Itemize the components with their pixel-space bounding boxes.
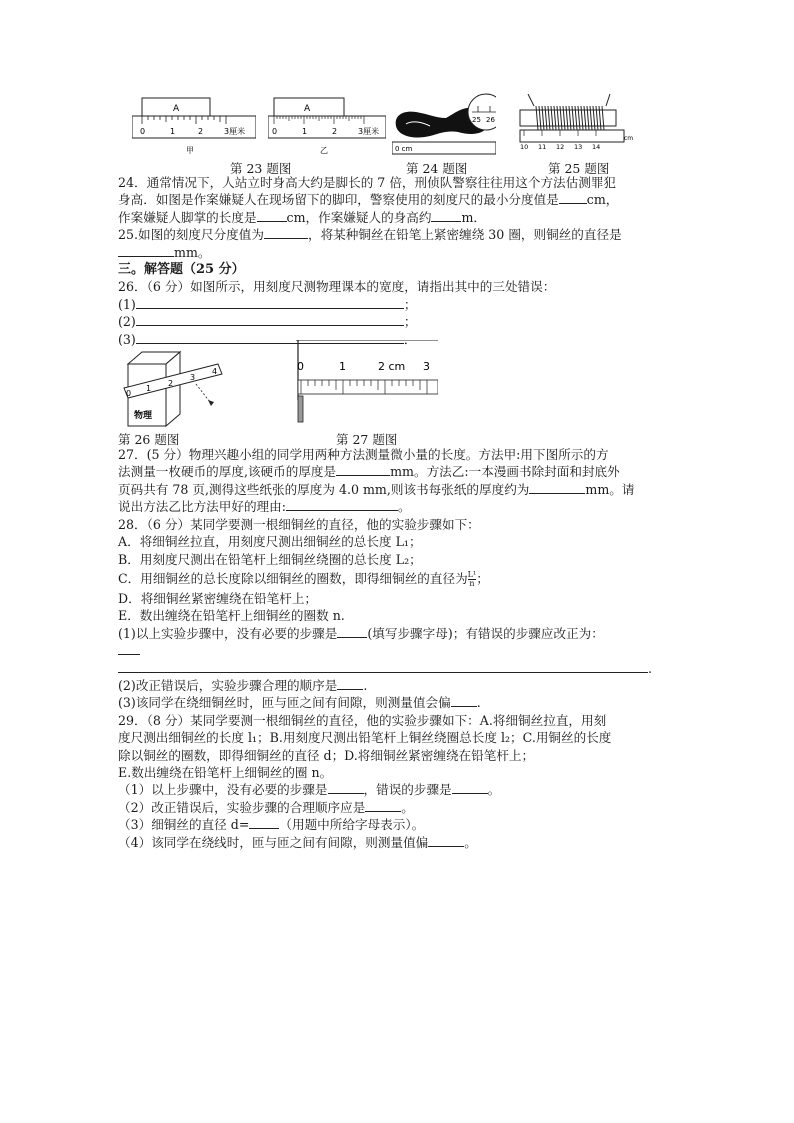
q29-line1: 29．（8 分）某同学要测一根细铜丝的直径，他的实验步骤如下：A.将细铜丝拉直，用刻 — [118, 712, 607, 728]
magnifier-tick: 26 — [486, 116, 495, 124]
q25-line1: 25.如图的刻度尺分度值为 ，将某种铜丝在铅笔上紧密缠绕 30 圈，则铜丝的直径是 — [118, 227, 622, 243]
q24-line2: 身高．如图是作案嫌疑人在现场留下的脚印，警察使用的刻度尺的最小分度值是 cm， — [118, 192, 619, 208]
answer-blank[interactable] — [286, 498, 398, 511]
q28-sub1: (1)以上实验步骤中，没有必要的步骤是 (填写步骤字母)；有错误的步骤应改正为： — [118, 625, 604, 641]
q29-line3: 除以铜丝的圈数，即得细铜丝的直径 d；D.将细铜丝紧密缠绕在铅笔杆上； — [118, 747, 535, 763]
tick-label: 2 cm — [378, 360, 406, 374]
tick-label: 0 — [126, 389, 132, 399]
answer-blank[interactable] — [559, 191, 587, 204]
figure-label: 甲 — [186, 146, 194, 155]
tick-label: 1 — [339, 360, 346, 374]
magnifier-tick: 25 — [472, 116, 481, 124]
answer-blank[interactable] — [118, 642, 140, 655]
answer-blank[interactable] — [136, 296, 404, 309]
tick-label: 0 — [297, 360, 304, 374]
q25-line2: mm。 — [118, 244, 678, 261]
tick-label: 3 — [423, 360, 430, 374]
block-label: A — [173, 104, 180, 114]
q28-step-b: B．用刻度尺测出在铅笔杆上细铜丝绕圈的总长度 L₂； — [118, 551, 422, 567]
eye-icon — [208, 400, 214, 406]
q28-sub2: (2)改正错误后，实验步骤合理的顺序是 . — [118, 677, 368, 693]
answer-blank[interactable] — [118, 244, 174, 257]
answer-blank[interactable] — [257, 209, 287, 222]
answer-blank[interactable] — [136, 313, 404, 326]
answer-blank[interactable] — [431, 209, 461, 222]
block-label: A — [304, 104, 311, 114]
q28-sub1-blank-a — [118, 642, 678, 659]
answer-blank[interactable] — [452, 781, 488, 794]
answer-blank[interactable] — [328, 781, 364, 794]
q28-sub3: (3)该同学在绕细铜丝时，匝与匝之间有间隙，则测量值会偏 . — [118, 695, 481, 711]
q28-intro: 28．（6 分）某同学要测一根细铜丝的直径，他的实验步骤如下： — [118, 516, 480, 532]
q29-sub3: （3）细铜丝的直径 d= （用题中所给字母表示）。 — [118, 817, 425, 833]
ruler-figure-jia — [132, 92, 256, 158]
pencil — [520, 110, 616, 126]
q26-item-1: (1) ； — [118, 296, 417, 312]
figure-row-26-27 — [118, 350, 678, 446]
q29-line2: 度尺测出细铜丝的长度 l₁；B.用刻度尺测出铅笔杆上铜丝绕圈总长度 l₂；C.用铜丝的长度 — [118, 730, 612, 746]
q28-step-e: E．数出缠绕在铅笔杆上细铜丝的圈数 n. — [118, 608, 345, 624]
answer-blank[interactable] — [365, 799, 401, 812]
ruler-body — [298, 380, 438, 394]
tick-label: 1 — [302, 127, 308, 136]
fraction: $\frac{\text{L¹}}{n}$ — [467, 569, 477, 588]
q27-line1: 27．(5 分）物理兴趣小组的同学用两种方法测量微小量的长度。方法甲:用下图所示的方 — [118, 447, 609, 463]
q27-line4: 说出方法乙比方法甲好的理由: 。 — [118, 499, 411, 515]
book-ruler-figure — [120, 350, 230, 430]
q26-item-3: (3) ． — [118, 331, 417, 347]
tick-label: 2 — [198, 127, 204, 136]
ruler-coin-figure — [296, 340, 438, 434]
q24-line3: 作案嫌疑人脚掌的长度是 cm，作案嫌疑人的身高约 m． — [118, 209, 487, 225]
caption-fig26: 第 26 题图 — [118, 432, 180, 448]
caption-fig25: 第 25 题图 — [548, 161, 610, 176]
answer-blank[interactable] — [337, 625, 367, 638]
q29-sub2: （2）改正错误后，实验步骤的合理顺序应是 。 — [118, 799, 414, 815]
ruler-figure-yi — [268, 92, 386, 158]
q27-line2: 法测量一枚硬币的厚度,该硬币的厚度是 mm。方法乙:一本漫画书除封面和封底外 — [118, 464, 620, 480]
answer-blank[interactable] — [428, 834, 464, 847]
q28-step-a: A．将细铜丝拉直，用刻度尺测出细铜丝的总长度 L₁； — [118, 534, 422, 550]
tick-label: 1 — [170, 127, 176, 136]
tick-label: 3厘米 — [224, 127, 246, 136]
q24-line1: 24．通常情况下，人站立时身高大约是脚长的 7 倍，刑侦队警察往往用这个方法估测罪犯 — [118, 175, 617, 190]
tick-label: 1 — [146, 384, 152, 394]
q27-line3: 页码共有 78 页,测得这些纸张的厚度为 4.0 mm,则该书每张纸的厚度约为 mm。请 — [118, 481, 635, 497]
answer-blank[interactable] — [118, 660, 648, 673]
tick-label: 3 — [190, 373, 196, 383]
q26-item-2: (2) ； — [118, 314, 417, 330]
answer-blank[interactable] — [529, 481, 585, 494]
tick-label: 0 — [140, 127, 146, 136]
tick-label: 2 — [168, 379, 174, 389]
answer-blank[interactable] — [336, 463, 390, 476]
q29-sub1: （1）以上步骤中，没有必要的步骤是 ，错误的步骤是 。 — [118, 782, 501, 798]
sight-line — [196, 384, 210, 402]
section-title: 三。解答题（25 分） — [118, 262, 245, 278]
book-title: 物理 — [134, 411, 153, 422]
figure-label: 乙 — [320, 146, 328, 155]
q29-line4: E.数出缠绕在铅笔杆上细铜丝的圈 n。 — [118, 764, 333, 780]
q28-step-d: D．将细铜丝紧密缠绕在铅笔杆上； — [118, 590, 318, 606]
caption-fig27: 第 27 题图 — [336, 432, 398, 448]
tick-label: 0 — [272, 127, 278, 136]
answer-blank[interactable] — [264, 226, 308, 239]
ruler-unit: 0 cm — [395, 145, 413, 153]
answer-blank[interactable] — [249, 816, 279, 829]
answer-blank[interactable] — [451, 694, 477, 707]
tick-label: 14 — [592, 143, 601, 151]
tick-label: 13 — [574, 143, 583, 151]
q26-intro: 26．（6 分）如图所示，用刻度尺测物理课本的宽度，请指出其中的三处错误： — [118, 279, 556, 295]
tick-label: 11 — [538, 143, 547, 151]
tick-label: 2 — [332, 127, 338, 136]
tick-label: 12 — [556, 143, 565, 151]
tick-label: 4 — [212, 367, 218, 377]
tick-label: 3厘米 — [358, 127, 380, 136]
coil-figure — [518, 92, 634, 158]
answer-blank[interactable] — [337, 677, 363, 690]
tick-label: 10 — [520, 143, 529, 151]
caption-fig24: 第 24 题图 — [406, 161, 468, 176]
figure-row-23-25 — [118, 92, 678, 176]
question-body-2 — [118, 446, 678, 851]
coin-stack — [298, 396, 303, 422]
ruler-unit: cm — [624, 135, 634, 142]
ruler-body — [520, 130, 624, 142]
footprint-figure — [392, 92, 496, 158]
exam-page — [118, 92, 678, 851]
question-body — [118, 174, 678, 348]
q28-sub1-blank-b: . — [118, 660, 678, 677]
q29-sub4: （4）该同学在绕线时，匝与匝之间有间隙，则测量值偏 。 — [118, 834, 477, 850]
book-side — [166, 352, 180, 426]
caption-fig23: 第 23 题图 — [230, 161, 292, 176]
q28-step-c: C．用细铜丝的总长度除以细铜丝的圈数，即得细铜丝的直径为 $\frac{\text{L¹}}{n}$ ； — [118, 569, 489, 588]
